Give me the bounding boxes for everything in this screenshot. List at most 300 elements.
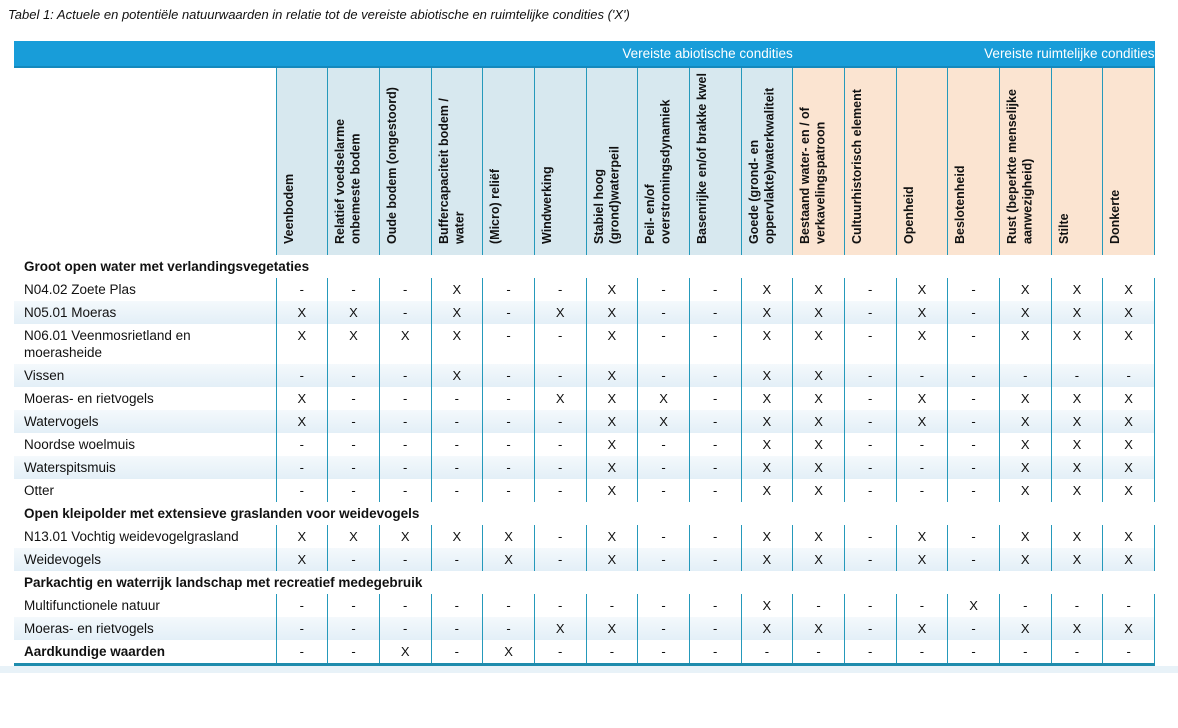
condition-cell: - bbox=[1103, 594, 1155, 617]
condition-cell: - bbox=[689, 433, 741, 456]
condition-cell: X bbox=[586, 433, 638, 456]
row-label: Multifunctionele natuur bbox=[24, 598, 160, 613]
condition-cell: - bbox=[844, 278, 896, 301]
condition-cell: - bbox=[689, 278, 741, 301]
condition-cell: X bbox=[276, 525, 328, 548]
condition-cell: - bbox=[948, 640, 1000, 665]
condition-cell: - bbox=[689, 410, 741, 433]
column-header bbox=[379, 67, 431, 255]
condition-cell: X bbox=[431, 525, 483, 548]
table-row bbox=[14, 433, 1155, 456]
condition-cell: - bbox=[689, 594, 741, 617]
condition-cell: - bbox=[328, 456, 380, 479]
column-header-label: Buffercapaciteit bodem / water bbox=[436, 98, 466, 244]
condition-cell: X bbox=[896, 525, 948, 548]
condition-cell: X bbox=[741, 479, 793, 502]
column-header bbox=[483, 67, 535, 255]
condition-cell: - bbox=[379, 479, 431, 502]
condition-cell: X bbox=[1051, 433, 1103, 456]
condition-cell: - bbox=[1051, 594, 1103, 617]
condition-cell: - bbox=[534, 479, 586, 502]
row-label: N06.01 Veenmosrietland en moerasheide bbox=[24, 328, 191, 360]
column-header bbox=[276, 67, 328, 255]
condition-cell: X bbox=[741, 456, 793, 479]
group-header-row bbox=[14, 41, 1155, 67]
condition-cell: - bbox=[844, 594, 896, 617]
condition-cell: - bbox=[534, 525, 586, 548]
condition-cell: X bbox=[276, 387, 328, 410]
condition-cell: X bbox=[793, 410, 845, 433]
column-header bbox=[689, 67, 741, 255]
condition-cell: - bbox=[948, 410, 1000, 433]
condition-cell: X bbox=[741, 387, 793, 410]
table-head bbox=[14, 41, 1155, 255]
table-row bbox=[14, 324, 1155, 364]
column-header bbox=[999, 67, 1051, 255]
column-header-label: Stabiel hoog (grond)waterpeil bbox=[591, 146, 621, 244]
condition-cell: X bbox=[741, 364, 793, 387]
column-header bbox=[844, 67, 896, 255]
condition-cell: X bbox=[999, 410, 1051, 433]
condition-cell: X bbox=[276, 548, 328, 571]
column-header-label: Basenrijke en/of brakke kwel bbox=[694, 73, 709, 244]
condition-cell: - bbox=[638, 324, 690, 364]
table-row bbox=[14, 479, 1155, 502]
condition-cell: - bbox=[741, 640, 793, 665]
condition-cell: X bbox=[793, 387, 845, 410]
condition-cell: - bbox=[328, 278, 380, 301]
condition-cell: - bbox=[638, 278, 690, 301]
condition-cell: - bbox=[689, 479, 741, 502]
condition-cell: X bbox=[1103, 525, 1155, 548]
condition-cell: - bbox=[689, 525, 741, 548]
group-header-abiotisch: Vereiste abiotische condities bbox=[276, 41, 793, 67]
table-row bbox=[14, 364, 1155, 387]
condition-cell: - bbox=[948, 278, 1000, 301]
table-row bbox=[14, 301, 1155, 324]
condition-cell: - bbox=[483, 324, 535, 364]
column-header bbox=[638, 67, 690, 255]
condition-cell: - bbox=[431, 387, 483, 410]
condition-cell: - bbox=[483, 594, 535, 617]
condition-cell: X bbox=[1051, 456, 1103, 479]
condition-cell: X bbox=[328, 324, 380, 364]
condition-cell: X bbox=[586, 410, 638, 433]
condition-cell: - bbox=[896, 456, 948, 479]
condition-cell: X bbox=[1051, 324, 1103, 364]
condition-cell: X bbox=[999, 387, 1051, 410]
condition-cell: - bbox=[328, 594, 380, 617]
column-header-label: Openheid bbox=[901, 186, 916, 244]
condition-cell: - bbox=[1051, 364, 1103, 387]
condition-cell: - bbox=[948, 548, 1000, 571]
condition-cell: - bbox=[793, 640, 845, 665]
section-header-label: Open kleipolder met extensieve graslanden voor weidevogels bbox=[24, 506, 420, 521]
column-header-label: Goede (grond- en oppervlakte)waterkwaliteit bbox=[746, 87, 776, 244]
table-body bbox=[14, 255, 1155, 665]
condition-cell: - bbox=[948, 456, 1000, 479]
condition-cell: X bbox=[999, 433, 1051, 456]
condition-cell: X bbox=[276, 301, 328, 324]
row-label: N04.02 Zoete Plas bbox=[24, 282, 136, 297]
column-header-label: Cultuurhistorisch element bbox=[849, 89, 864, 244]
condition-cell: - bbox=[638, 364, 690, 387]
condition-cell: - bbox=[328, 387, 380, 410]
condition-cell: - bbox=[844, 456, 896, 479]
table-row bbox=[14, 525, 1155, 548]
column-header bbox=[948, 67, 1000, 255]
condition-cell: X bbox=[999, 456, 1051, 479]
condition-cell: - bbox=[534, 324, 586, 364]
row-label: N13.01 Vochtig weidevogelgrasland bbox=[24, 529, 239, 544]
condition-cell: X bbox=[1051, 387, 1103, 410]
condition-cell: - bbox=[638, 433, 690, 456]
table-row bbox=[14, 548, 1155, 571]
condition-cell: X bbox=[999, 479, 1051, 502]
condition-cell: X bbox=[1103, 410, 1155, 433]
condition-cell: X bbox=[586, 278, 638, 301]
table-row bbox=[14, 456, 1155, 479]
condition-cell: - bbox=[586, 594, 638, 617]
condition-cell: - bbox=[844, 433, 896, 456]
row-label: N05.01 Moeras bbox=[24, 305, 117, 320]
row-label: Aardkundige waarden bbox=[24, 644, 166, 659]
condition-cell: - bbox=[638, 640, 690, 665]
condition-cell: X bbox=[431, 301, 483, 324]
column-header-corner bbox=[14, 67, 276, 255]
condition-cell: X bbox=[1051, 301, 1103, 324]
column-header bbox=[896, 67, 948, 255]
column-header bbox=[793, 67, 845, 255]
condition-cell: - bbox=[483, 410, 535, 433]
condition-cell: - bbox=[689, 387, 741, 410]
condition-cell: - bbox=[844, 548, 896, 571]
condition-cell: X bbox=[896, 301, 948, 324]
condition-cell: X bbox=[431, 278, 483, 301]
condition-cell: - bbox=[379, 387, 431, 410]
condition-cell: - bbox=[483, 387, 535, 410]
section-header-row bbox=[14, 502, 1155, 525]
condition-cell: X bbox=[896, 278, 948, 301]
table-caption: Tabel 1: Actuele en potentiële natuurwaarden in relatie tot de vereiste abiotische en ruimtelijke condities ('X') bbox=[8, 7, 630, 22]
table-row bbox=[14, 410, 1155, 433]
condition-cell: - bbox=[999, 640, 1051, 665]
condition-cell: - bbox=[276, 479, 328, 502]
condition-cell: X bbox=[999, 548, 1051, 571]
condition-cell: - bbox=[638, 548, 690, 571]
condition-cell: X bbox=[1103, 324, 1155, 364]
condition-cell: X bbox=[999, 301, 1051, 324]
condition-cell: - bbox=[999, 364, 1051, 387]
condition-cell: - bbox=[689, 301, 741, 324]
condition-cell: X bbox=[896, 410, 948, 433]
condition-cell: - bbox=[483, 364, 535, 387]
condition-cell: X bbox=[328, 525, 380, 548]
condition-cell: X bbox=[999, 525, 1051, 548]
condition-cell: - bbox=[844, 301, 896, 324]
column-header bbox=[1051, 67, 1103, 255]
condition-cell: - bbox=[689, 324, 741, 364]
condition-cell: - bbox=[896, 640, 948, 665]
condition-cell: - bbox=[483, 479, 535, 502]
column-header-label: (Micro) reliëf bbox=[488, 168, 503, 244]
condition-cell: X bbox=[1103, 301, 1155, 324]
condition-cell: X bbox=[896, 617, 948, 640]
condition-cell: X bbox=[638, 387, 690, 410]
condition-cell: X bbox=[896, 324, 948, 364]
condition-cell: X bbox=[379, 525, 431, 548]
condition-cell: - bbox=[483, 433, 535, 456]
section-header-label: Groot open water met verlandingsvegetaties bbox=[24, 259, 310, 274]
condition-cell: - bbox=[379, 301, 431, 324]
column-header-label: Bestaand water- en / of verkavelingspatroon bbox=[798, 107, 828, 244]
condition-cell: X bbox=[741, 525, 793, 548]
condition-cell: - bbox=[379, 433, 431, 456]
condition-cell: X bbox=[431, 324, 483, 364]
condition-cell: X bbox=[741, 324, 793, 364]
condition-cell: - bbox=[999, 594, 1051, 617]
condition-cell: - bbox=[276, 594, 328, 617]
condition-cell: - bbox=[379, 410, 431, 433]
condition-cell: - bbox=[534, 594, 586, 617]
condition-cell: - bbox=[689, 640, 741, 665]
condition-cell: - bbox=[689, 456, 741, 479]
column-header-label: Relatief voedselarme onbemeste bodem bbox=[333, 118, 363, 244]
row-label: Watervogels bbox=[24, 414, 99, 429]
condition-cell: X bbox=[999, 324, 1051, 364]
condition-cell: - bbox=[844, 364, 896, 387]
condition-cell: X bbox=[1103, 433, 1155, 456]
condition-cell: - bbox=[328, 364, 380, 387]
section-header-row bbox=[14, 571, 1155, 594]
condition-cell: X bbox=[1051, 617, 1103, 640]
condition-cell: - bbox=[896, 479, 948, 502]
condition-cell: X bbox=[1051, 278, 1103, 301]
condition-cell: X bbox=[586, 324, 638, 364]
natuurwaarden-table bbox=[14, 41, 1155, 666]
condition-cell: X bbox=[793, 479, 845, 502]
condition-cell: X bbox=[586, 548, 638, 571]
condition-cell: X bbox=[534, 387, 586, 410]
condition-cell: X bbox=[379, 640, 431, 665]
condition-cell: - bbox=[689, 548, 741, 571]
condition-cell: - bbox=[638, 301, 690, 324]
condition-cell: X bbox=[1051, 548, 1103, 571]
condition-cell: X bbox=[586, 387, 638, 410]
condition-cell: - bbox=[896, 433, 948, 456]
condition-cell: - bbox=[534, 410, 586, 433]
condition-cell: X bbox=[741, 594, 793, 617]
condition-cell: - bbox=[483, 278, 535, 301]
condition-cell: - bbox=[431, 594, 483, 617]
condition-cell: - bbox=[844, 525, 896, 548]
column-header-label: Stilte bbox=[1056, 213, 1071, 244]
section-header-label: Parkachtig en waterrijk landschap met recreatief medegebruik bbox=[24, 575, 423, 590]
table-row bbox=[14, 278, 1155, 301]
condition-cell: X bbox=[1051, 479, 1103, 502]
condition-cell: - bbox=[586, 640, 638, 665]
condition-cell: X bbox=[638, 410, 690, 433]
condition-cell: - bbox=[534, 640, 586, 665]
condition-cell: X bbox=[741, 301, 793, 324]
condition-cell: - bbox=[328, 433, 380, 456]
condition-cell: - bbox=[276, 433, 328, 456]
condition-cell: X bbox=[1051, 525, 1103, 548]
column-header bbox=[741, 67, 793, 255]
condition-cell: - bbox=[379, 617, 431, 640]
condition-cell: X bbox=[586, 525, 638, 548]
condition-cell: - bbox=[844, 410, 896, 433]
condition-cell: - bbox=[483, 456, 535, 479]
column-header-label: Veenbodem bbox=[281, 173, 296, 244]
condition-cell: X bbox=[1103, 387, 1155, 410]
condition-cell: X bbox=[483, 548, 535, 571]
condition-cell: - bbox=[948, 433, 1000, 456]
condition-cell: - bbox=[534, 456, 586, 479]
column-header-label: Peil- en/of overstromingsdynamiek bbox=[643, 99, 673, 244]
condition-cell: X bbox=[534, 301, 586, 324]
condition-cell: X bbox=[793, 278, 845, 301]
condition-cell: X bbox=[1051, 410, 1103, 433]
condition-cell: - bbox=[431, 640, 483, 665]
condition-cell: X bbox=[948, 594, 1000, 617]
condition-cell: X bbox=[276, 410, 328, 433]
condition-cell: - bbox=[431, 456, 483, 479]
condition-cell: X bbox=[741, 548, 793, 571]
condition-cell: X bbox=[483, 640, 535, 665]
condition-cell: X bbox=[741, 617, 793, 640]
condition-cell: X bbox=[999, 278, 1051, 301]
condition-cell: - bbox=[1103, 364, 1155, 387]
row-label: Moeras- en rietvogels bbox=[24, 391, 154, 406]
condition-cell: - bbox=[896, 594, 948, 617]
group-header-ruimtelijk: Vereiste ruimtelijke condities bbox=[793, 41, 1155, 67]
condition-cell: - bbox=[431, 479, 483, 502]
condition-cell: - bbox=[844, 640, 896, 665]
condition-cell: X bbox=[793, 548, 845, 571]
condition-cell: X bbox=[793, 324, 845, 364]
condition-cell: - bbox=[638, 525, 690, 548]
condition-cell: X bbox=[1103, 278, 1155, 301]
column-header bbox=[328, 67, 380, 255]
condition-cell: - bbox=[328, 548, 380, 571]
row-label: Vissen bbox=[24, 368, 65, 383]
condition-cell: X bbox=[1103, 456, 1155, 479]
condition-cell: - bbox=[844, 324, 896, 364]
condition-cell: - bbox=[276, 278, 328, 301]
column-header-label: Beslotenheid bbox=[953, 165, 968, 244]
condition-cell: - bbox=[276, 364, 328, 387]
condition-cell: - bbox=[689, 364, 741, 387]
condition-cell: X bbox=[1103, 479, 1155, 502]
condition-cell: - bbox=[793, 594, 845, 617]
condition-cell: - bbox=[638, 594, 690, 617]
condition-cell: - bbox=[534, 433, 586, 456]
row-label: Otter bbox=[24, 483, 55, 498]
condition-cell: X bbox=[793, 301, 845, 324]
table-row bbox=[14, 594, 1155, 617]
condition-cell: - bbox=[534, 364, 586, 387]
condition-cell: X bbox=[483, 525, 535, 548]
condition-cell: X bbox=[999, 617, 1051, 640]
group-header-corner bbox=[14, 41, 276, 67]
condition-cell: - bbox=[431, 433, 483, 456]
condition-cell: X bbox=[1103, 617, 1155, 640]
condition-cell: - bbox=[948, 387, 1000, 410]
condition-cell: X bbox=[431, 364, 483, 387]
condition-cell: - bbox=[638, 456, 690, 479]
condition-cell: X bbox=[379, 324, 431, 364]
table-row bbox=[14, 640, 1155, 665]
row-label: Weidevogels bbox=[24, 552, 102, 567]
condition-cell: - bbox=[328, 617, 380, 640]
condition-cell: X bbox=[896, 387, 948, 410]
condition-cell: - bbox=[534, 548, 586, 571]
row-label: Moeras- en rietvogels bbox=[24, 621, 154, 636]
condition-cell: - bbox=[896, 364, 948, 387]
condition-cell: X bbox=[328, 301, 380, 324]
condition-cell: X bbox=[741, 433, 793, 456]
condition-cell: - bbox=[328, 410, 380, 433]
condition-cell: X bbox=[793, 456, 845, 479]
condition-cell: - bbox=[948, 364, 1000, 387]
condition-cell: X bbox=[586, 617, 638, 640]
condition-cell: X bbox=[1103, 548, 1155, 571]
condition-cell: - bbox=[431, 410, 483, 433]
condition-cell: X bbox=[741, 410, 793, 433]
condition-cell: - bbox=[534, 278, 586, 301]
column-header bbox=[586, 67, 638, 255]
condition-cell: X bbox=[741, 278, 793, 301]
column-header-label: Rust (beperkte menselijke aanwezigheid) bbox=[1004, 89, 1035, 244]
condition-cell: - bbox=[1051, 640, 1103, 665]
condition-cell: - bbox=[379, 278, 431, 301]
table-row bbox=[14, 617, 1155, 640]
condition-cell: X bbox=[793, 525, 845, 548]
condition-cell: X bbox=[793, 617, 845, 640]
condition-cell: - bbox=[276, 640, 328, 665]
condition-cell: X bbox=[586, 479, 638, 502]
condition-cell: - bbox=[948, 525, 1000, 548]
condition-cell: X bbox=[586, 456, 638, 479]
condition-cell: X bbox=[586, 364, 638, 387]
table-row bbox=[14, 387, 1155, 410]
condition-cell: - bbox=[948, 324, 1000, 364]
condition-cell: - bbox=[379, 548, 431, 571]
condition-cell: - bbox=[276, 617, 328, 640]
row-label: Waterspitsmuis bbox=[24, 460, 116, 475]
section-header-row bbox=[14, 255, 1155, 278]
condition-cell: - bbox=[431, 548, 483, 571]
condition-cell: - bbox=[638, 617, 690, 640]
condition-cell: - bbox=[483, 617, 535, 640]
condition-cell: X bbox=[276, 324, 328, 364]
column-header-label: Windwerking bbox=[539, 166, 554, 244]
condition-cell: X bbox=[896, 548, 948, 571]
condition-cell: - bbox=[328, 640, 380, 665]
condition-cell: - bbox=[844, 387, 896, 410]
condition-cell: - bbox=[379, 364, 431, 387]
column-header-row bbox=[14, 67, 1155, 255]
condition-cell: - bbox=[948, 479, 1000, 502]
condition-cell: - bbox=[948, 617, 1000, 640]
condition-cell: - bbox=[844, 479, 896, 502]
condition-cell: - bbox=[379, 594, 431, 617]
condition-cell: - bbox=[1103, 640, 1155, 665]
condition-cell: - bbox=[328, 479, 380, 502]
condition-cell: X bbox=[793, 364, 845, 387]
condition-cell: - bbox=[638, 479, 690, 502]
